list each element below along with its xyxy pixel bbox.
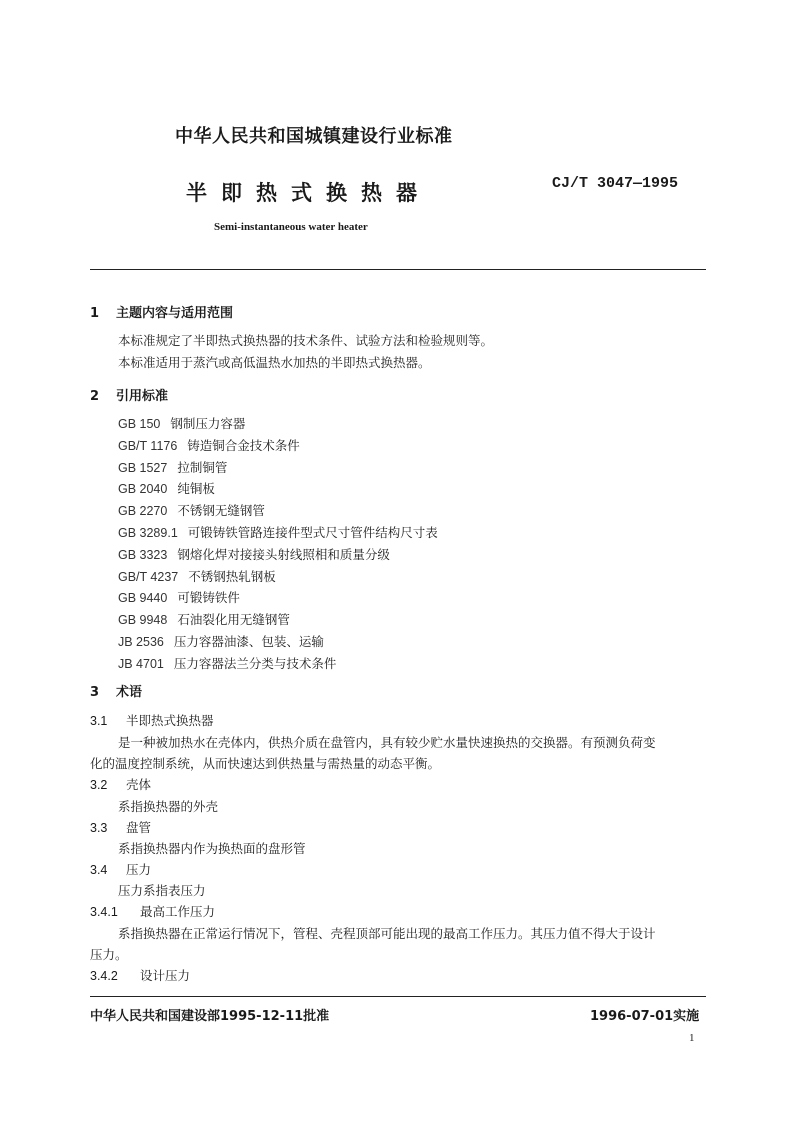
term-number: 3.4 <box>90 863 108 877</box>
term-3-2-heading <box>90 775 151 793</box>
paragraph: 系指换热器内作为换热面的盘形管 <box>118 841 306 856</box>
reference-item <box>118 436 438 458</box>
paragraph: 系指换热器的外壳 <box>118 799 219 814</box>
section-title: 术语 <box>116 685 143 700</box>
term-title: 最高工作压力 <box>140 904 216 919</box>
term-number: 3.3 <box>90 821 108 835</box>
reference-item <box>118 545 438 567</box>
term-title: 壳体 <box>126 777 152 792</box>
reference-code: JB 2536 <box>118 634 164 649</box>
term-title: 压力 <box>126 862 152 877</box>
issuing-organization: 中华人民共和国城镇建设行业标准 <box>175 126 453 147</box>
reference-title: 可锻铸铁管路连接件型式尺寸管件结构尺寸表 <box>187 524 438 540</box>
section-number: 1 <box>90 306 100 321</box>
reference-title: 钢熔化焊对接接头射线照相和质量分级 <box>177 546 390 562</box>
reference-title: 可锻铸铁件 <box>177 590 240 606</box>
term-number: 3.2 <box>90 778 108 792</box>
term-number: 3.4.1 <box>90 905 118 919</box>
reference-code: GB 2040 <box>118 482 168 497</box>
term-3-1-heading <box>90 711 214 729</box>
section-number: 2 <box>90 389 100 404</box>
term-3-4-heading <box>90 860 151 878</box>
term-number: 3.4.2 <box>90 969 118 983</box>
paragraph: 化的温度控制系统，从而快速达到供热量与需热量的动态平衡。 <box>90 756 441 771</box>
term-title: 半即热式换热器 <box>126 713 214 728</box>
reference-title: 钢制压力容器 <box>170 416 246 431</box>
reference-item <box>118 654 438 676</box>
reference-item <box>118 501 438 523</box>
reference-item <box>118 458 438 480</box>
paragraph: 是一种被加热水在壳体内，供热介质在盘管内，具有较少贮水量快速换热的交换器。有预测负荷变 <box>118 735 656 750</box>
reference-item <box>118 479 438 501</box>
term-title: 设计压力 <box>140 968 191 983</box>
reference-item <box>118 588 438 610</box>
section-title: 主题内容与适用范围 <box>116 306 234 321</box>
reference-title: 不锈钢无缝钢管 <box>177 503 265 519</box>
section-2-heading <box>90 385 168 404</box>
reference-code: JB 4701 <box>118 656 164 671</box>
footer-divider <box>90 996 706 997</box>
reference-title: 石油裂化用无缝钢管 <box>177 612 290 628</box>
reference-title: 压力容器油漆、包装、运输 <box>173 633 324 649</box>
reference-item <box>118 610 438 632</box>
reference-code: GB/T 4237 <box>118 569 179 584</box>
page-number: 1 <box>689 1032 695 1044</box>
standard-title: 半即热式换热器 <box>186 181 431 205</box>
term-title: 盘管 <box>126 820 152 835</box>
implementation-date: 1996-07-01实施 <box>590 1009 700 1024</box>
section-number: 3 <box>90 685 100 700</box>
section-1-heading <box>90 302 233 321</box>
reference-title: 不锈钢热轧钢板 <box>188 568 276 584</box>
reference-code: GB 2270 <box>118 504 168 519</box>
standard-code: CJ/T 3047—1995 <box>552 175 679 192</box>
term-3-4-2-heading <box>90 966 190 984</box>
reference-title: 铸造铜合金技术条件 <box>187 437 300 453</box>
reference-code: GB 3289.1 <box>118 525 178 540</box>
section-title: 引用标准 <box>116 389 169 404</box>
term-3-4-1-heading <box>90 902 215 920</box>
reference-list <box>118 414 438 676</box>
reference-title: 纯铜板 <box>177 481 215 497</box>
reference-code: GB 9948 <box>118 613 168 628</box>
reference-code: GB 3323 <box>118 547 168 562</box>
reference-code: GB 1527 <box>118 460 168 475</box>
header-divider <box>90 269 706 270</box>
paragraph: 压力。 <box>90 947 128 962</box>
approval-note: 中华人民共和国建设部1995-12-11批准 <box>90 1009 330 1024</box>
paragraph: 本标准规定了半即热式换热器的技术条件、试验方法和检验规则等。 <box>118 333 494 348</box>
reference-code: GB 150 <box>118 417 161 431</box>
reference-code: GB/T 1176 <box>118 438 178 453</box>
reference-code: GB 9440 <box>118 591 168 606</box>
paragraph: 系指换热器在正常运行情况下，管程、壳程顶部可能出现的最高工作压力。其压力值不得大于设计 <box>118 926 656 941</box>
term-3-3-heading <box>90 818 151 836</box>
term-number: 3.1 <box>90 714 108 728</box>
section-3-heading <box>90 681 142 700</box>
reference-title: 压力容器法兰分类与技术条件 <box>173 655 337 671</box>
reference-item <box>118 414 438 436</box>
english-title: Semi-instantaneous water heater <box>214 221 368 233</box>
reference-title: 拉制铜管 <box>177 459 228 475</box>
reference-item <box>118 523 438 545</box>
paragraph: 本标准适用于蒸汽或高低温热水加热的半即热式换热器。 <box>118 355 431 370</box>
paragraph: 压力系指表压力 <box>118 883 206 898</box>
reference-item <box>118 632 438 654</box>
reference-item <box>118 567 438 589</box>
